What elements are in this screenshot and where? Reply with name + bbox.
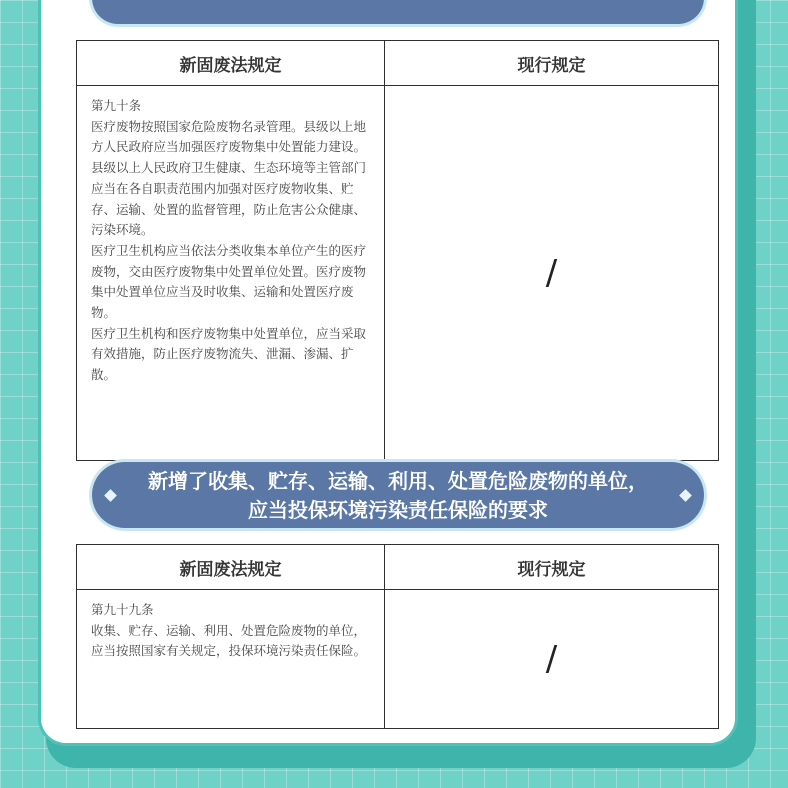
current-rule-cell: / xyxy=(385,86,719,461)
table-header-row xyxy=(77,41,719,86)
table-row xyxy=(77,590,719,729)
law-paragraph: 县级以上人民政府卫生健康、生态环境等主管部门应当在各自职责范围内加强对医疗废物收集、贮存、运输、处置的监督管理，防止危害公众健康、污染环境。 xyxy=(91,160,367,238)
header-new-law: 新固废法规定 xyxy=(77,545,385,590)
section-banner-medical-waste xyxy=(92,0,704,24)
law-paragraph: 医疗卫生机构和医疗废物集中处置单位，应当采取有效措施，防止医疗废物流失、泄漏、渗漏、扩散。 xyxy=(91,325,367,383)
banner-line-1: 新增了收集、贮存、运输、利用、处置危险废物的单位， xyxy=(148,469,648,493)
law-paragraph: 医疗卫生机构应当依法分类收集本单位产生的医疗废物，交由医疗废物集中处置单位处置。医疗废物集中处置单位应当及时收集、运输和处置医疗废物。 xyxy=(91,242,367,321)
article-number: 第九十条 xyxy=(91,98,142,113)
table-row xyxy=(77,86,719,461)
law-paragraph: 收集、贮存、运输、利用、处置危险废物的单位，应当按照国家有关规定，投保环境污染责任保险。 xyxy=(91,622,367,659)
header-current-rules: 现行规定 xyxy=(385,545,719,590)
banner-line-2: 应当投保环境污染责任保险的要求 xyxy=(248,498,548,522)
article-number: 第九十九条 xyxy=(91,602,154,617)
table-header-row xyxy=(77,545,719,590)
new-law-cell xyxy=(77,86,385,461)
comparison-table-article-99 xyxy=(76,544,719,729)
header-new-law: 新固废法规定 xyxy=(77,41,385,86)
comparison-table-article-90 xyxy=(76,40,719,461)
header-current-rules: 现行规定 xyxy=(385,41,719,86)
new-law-cell xyxy=(77,590,385,729)
current-rule-cell: / xyxy=(385,590,719,729)
section-banner-insurance xyxy=(92,462,704,528)
law-paragraph: 医疗废物按照国家危险废物名录管理。县级以上地方人民政府应当加强医疗废物集中处置能力建设。 xyxy=(91,118,367,155)
